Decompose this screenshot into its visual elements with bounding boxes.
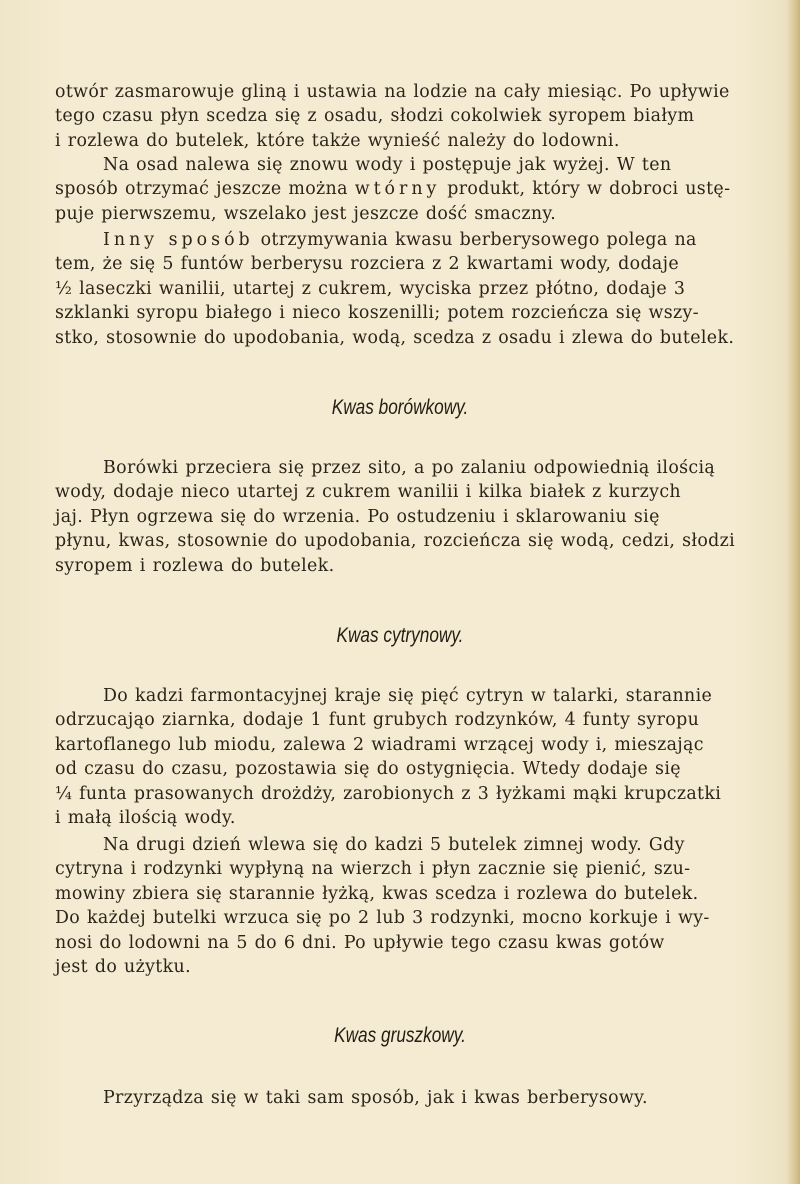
text-line: Na drugi dzień wlewa się do kadzi 5 butelek zimnej wody. Gdy <box>103 835 685 855</box>
text-line: szklanki syropu białego i nieco koszenilli; potem rozcieńcza się wszy- <box>55 303 699 324</box>
text-line: Do każdej butelki wrzuca się po 2 lub 3 rodzynki, mocno korkuje i wy- <box>55 908 710 929</box>
text-line: jaj. Płyn ogrzewa się do wrzenia. Po ostudzeniu i sklarowaniu się <box>55 506 660 527</box>
page-edge-shadow <box>786 0 800 1184</box>
text-line: stko, stosownie do upodobania, wodą, scedza z osadu i zlewa do butelek. <box>55 327 735 348</box>
text-line: Do kadzi farmontacyjnej kraje się pięć cytryn w talarki, starannie <box>103 686 713 706</box>
text-line: cytryna i rodzynki wypłyną na wierzch i płyn zacznie się pienić, szu- <box>55 859 691 880</box>
text-fragment: produkt, który w dobroci ustę- <box>440 179 731 200</box>
text-line: i małą ilością wody. <box>55 808 236 829</box>
heading-gruszkowy: Kwas gruszkowy. <box>334 1024 466 1047</box>
heading-cytrynowy: Kwas cytrynowy. <box>336 624 464 647</box>
paragraph-gruszkowy <box>55 1086 755 1110</box>
text-fragment: sposób otrzymać jeszcze można <box>55 179 355 200</box>
paragraph-berberys-end <box>55 80 755 153</box>
text-line: kartoflanego lub miodu, zalewa 2 wiadrami wrzącej wody i, mieszając <box>55 734 704 755</box>
text-line: od czasu do czasu, pozostawia się do ostygnięcia. Wtedy dodaje się <box>55 759 681 780</box>
text-line: ¼ funta prasowanych drożdży, zarobionych z 3 łyżkami mąki krupczatki <box>55 783 722 804</box>
text-line: wody, dodaje nieco utartej z cukrem wanilii i kilka białek z kurzych <box>55 482 681 503</box>
text-line: ½ laseczki wanilii, utartej z cukrem, wyciska przez płótno, dodaje 3 <box>55 278 686 299</box>
text-line: tem, że się 5 funtów berberysu rozciera z 2 kwartami wody, dodaje <box>55 254 680 275</box>
text-line <box>55 228 755 252</box>
text-line: mowiny zbiera się starannie łyżką, kwas scedza i rozlewa do butelek. <box>55 883 699 904</box>
text-fragment: otrzymywania kwasu berberysowego polega na <box>253 230 697 250</box>
text-line: Borówki przeciera się przez sito, a po zalaniu odpowiednią ilością <box>103 458 716 478</box>
text-line: odrzucająo ziarnka, dodaje 1 funt grubych rodzynków, 4 funty syropu <box>55 710 700 731</box>
paragraph-second-yield <box>55 153 755 226</box>
paragraph-borowkowy <box>55 456 755 578</box>
paragraph-cytrynowy-2 <box>55 833 755 979</box>
text-line: Na osad nalewa się znowu wody i postępuje jak wyżej. W ten <box>103 155 672 175</box>
text-line: nosi do lodowni na 5 do 6 dni. Po upływie tego czasu kwas gotów <box>55 932 665 953</box>
emphasis-spaced: Inny sposób <box>103 230 254 250</box>
heading-borowkowy: Kwas borówkowy. <box>331 396 469 419</box>
paragraph-cytrynowy-1 <box>55 684 755 830</box>
text-line: syropem i rozlewa do butelek. <box>55 555 335 576</box>
paragraph-other-method <box>55 228 755 350</box>
text-line <box>55 177 755 201</box>
text-line: tego czasu płyn scedza się z osadu, słodzi cokolwiek syropem białym <box>55 106 695 127</box>
text-line: jest do użytku. <box>55 957 191 978</box>
text-line: płynu, kwas, stosownie do upodobania, rozcieńcza się wodą, cedzi, słodzi <box>55 531 736 552</box>
text-line: otwór zasmarowuje gliną i ustawia na lodzie na cały miesiąc. Po upływie <box>55 82 730 102</box>
text-line: i rozlewa do butelek, które także wynieść należy do lodowni. <box>55 130 620 151</box>
emphasis-spaced: wtórny <box>354 179 441 200</box>
text-line: puje pierwszemu, wszelako jest jeszcze dość smaczny. <box>55 203 557 224</box>
text-line: Przyrządza się w taki sam sposób, jak i kwas berberysowy. <box>103 1088 648 1108</box>
